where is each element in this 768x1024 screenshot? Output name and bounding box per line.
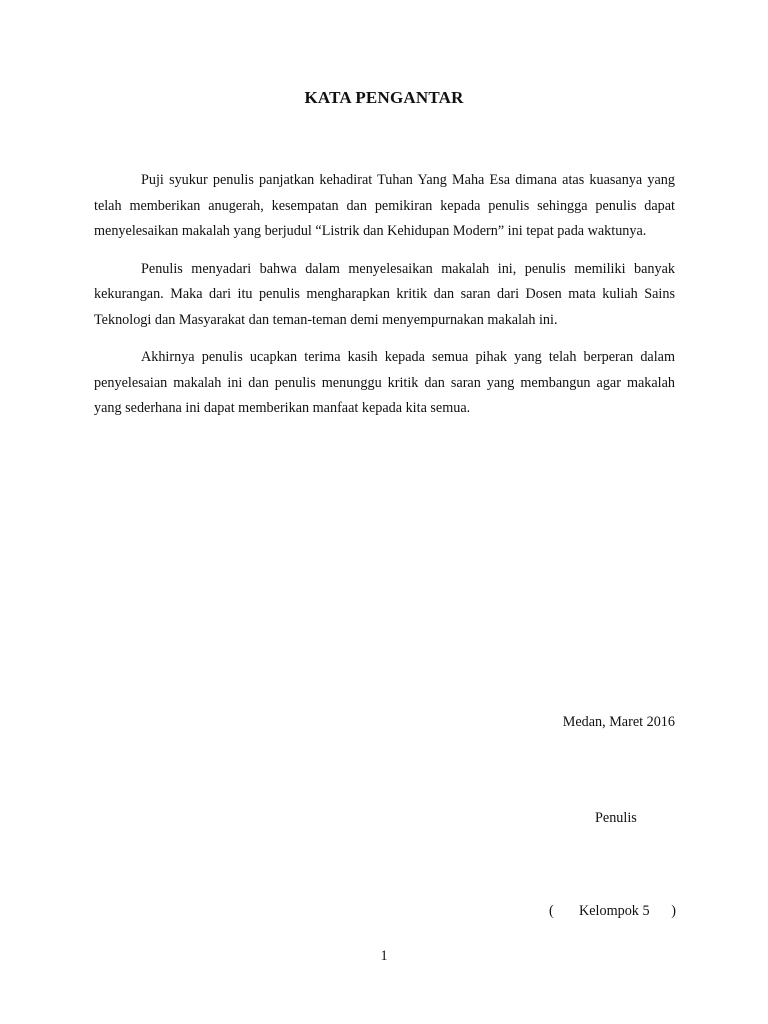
- paragraph-3: Akhirnya penulis ucapkan terima kasih kepada semua pihak yang telah berperan dalam penyelesaian makalah ini dan penulis menunggu kritik dan saran yang membangun agar makalah yang sederhana ini dapat memberikan manfaat kepada kita semua.: [94, 349, 675, 416]
- paragraph-2: Penulis menyadari bahwa dalam menyelesaikan makalah ini, penulis memiliki banyak kekurangan. Maka dari itu penulis mengharapkan kritik dan saran dari Dosen mata kuliah Sains Teknologi dan Masyarakat dan teman-teman demi menyempurnakan makalah ini.: [94, 260, 675, 328]
- signature-close-paren: ): [671, 903, 676, 919]
- signature-open-paren: (: [549, 903, 554, 919]
- body-text: [94, 168, 675, 434]
- author-label: Penulis: [595, 810, 637, 826]
- page-title: KATA PENGANTAR: [304, 88, 464, 107]
- paragraph-1: Puji syukur penulis panjatkan kehadirat Tuhan Yang Maha Esa dimana atas kuasanya yang telah memberikan anugerah, kesempatan dan pemikiran kepada penulis sehingga penulis dapat menyelesaikan makalah yang berjudul “Listrik dan Kehidupan Modern” ini tepat pada waktunya.: [94, 172, 675, 239]
- page-number: 1: [380, 948, 388, 964]
- place-date: Medan, Maret 2016: [562, 714, 675, 730]
- signature-name: Kelompok 5: [579, 903, 650, 919]
